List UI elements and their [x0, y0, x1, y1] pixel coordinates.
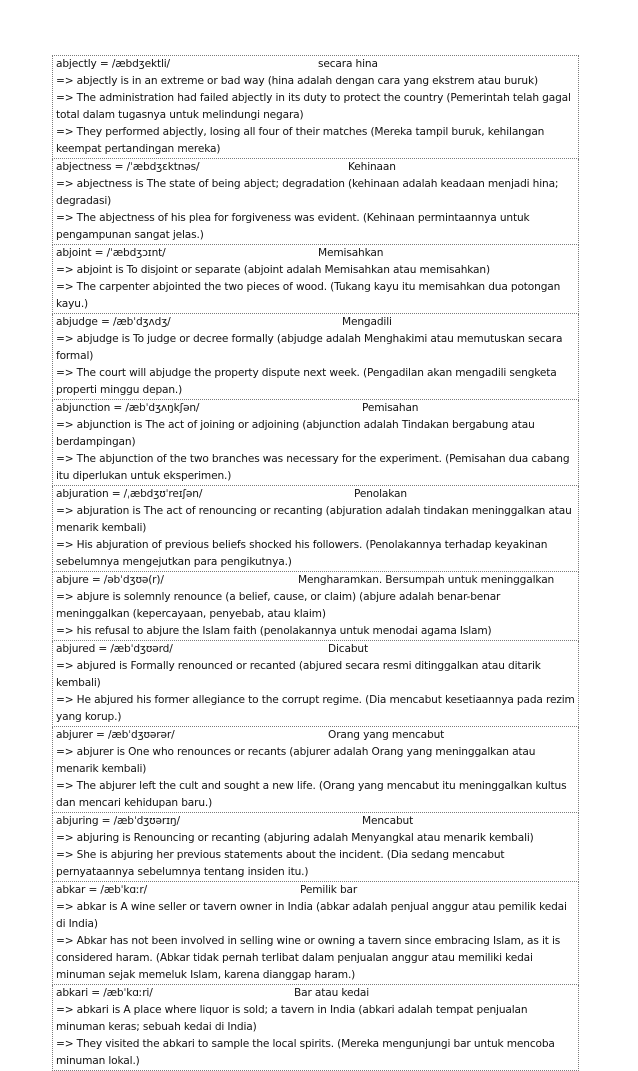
dictionary-entry — [52, 159, 579, 245]
entry-header — [56, 572, 576, 589]
entry-term: abjure = /əbˈdʒʊə(r)/ — [56, 574, 164, 586]
entry-header — [56, 486, 576, 503]
entry-translation: secara hina — [318, 58, 378, 70]
entry-example-line: => abjunction is The act of joining or adjoining (abjunction adalah Tindakan bergabung atau berdampingan) — [56, 419, 535, 448]
dictionary-entry — [52, 641, 579, 727]
entry-example-line: => They visited the abkari to sample the local spirits. (Mereka mengunjungi bar untuk mencoba minuman lokal.) — [56, 1038, 555, 1067]
entry-example-line: => abkari is A place where liquor is sold; a tavern in India (abkari adalah tempat penjualan minuman keras; sebuah kedai di India) — [56, 1004, 528, 1033]
entry-translation: Bar atau kedai — [294, 987, 370, 999]
entry-header — [56, 245, 576, 262]
entry-example-line: => He abjured his former allegiance to the corrupt regime. (Dia mencabut kesetiaannya pada rezim yang korup.) — [56, 694, 575, 723]
entry-translation: Orang yang mencabut — [328, 729, 445, 741]
entry-translation: Dicabut — [328, 643, 368, 655]
entry-example-line: => The abjurer left the cult and sought a new life. (Orang yang mencabut itu meninggalkan kultus dan mencari kehidupan baru.) — [56, 780, 567, 809]
entry-term: abjurer = /æbˈdʒʊərər/ — [56, 729, 175, 741]
entry-header — [56, 882, 576, 899]
entry-header — [56, 985, 576, 1002]
entry-example-line: => abjured is Formally renounced or recanted (abjured secara resmi ditinggalkan atau ditarik kembali) — [56, 660, 541, 689]
entry-example-line: => his refusal to abjure the Islam faith (penolakannya untuk menodai agama Islam) — [56, 625, 492, 637]
entry-example-line: => abjuration is The act of renouncing or recanting (abjuration adalah tindakan meninggalkan atau menarik kembali) — [56, 505, 572, 534]
entry-header — [56, 56, 576, 73]
entry-header — [56, 813, 576, 830]
entry-example-line: => The administration had failed abjectly in its duty to protect the country (Pemerintah telah gagal total dalam tugasnya untuk melindungi negara) — [56, 92, 571, 121]
entry-term: abjectly = /æbdʒektli/ — [56, 58, 170, 70]
dictionary-entry — [52, 882, 579, 985]
entry-term: abjured = /æbˈdʒʊərd/ — [56, 643, 173, 655]
entry-header — [56, 314, 576, 331]
entry-example-line: => The court will abjudge the property dispute next week. (Pengadilan akan mengadili sengketa properti minggu depan.) — [56, 367, 557, 396]
entry-term: abkari = /æbˈkɑːri/ — [56, 987, 153, 999]
entry-term: abkar = /æbˈkɑːr/ — [56, 884, 148, 896]
entry-term: abjuring = /æbˈdʒʊərɪŋ/ — [56, 815, 180, 827]
dictionary-entry — [52, 727, 579, 813]
entry-term: abjunction = /æbˈdʒʌŋkʃən/ — [56, 402, 200, 414]
entry-translation: Pemisahan — [362, 402, 419, 414]
dictionary-entry — [52, 572, 579, 641]
dictionary-entry — [52, 486, 579, 572]
entry-header — [56, 159, 576, 176]
entry-example-line: => abjuring is Renouncing or recanting (abjuring adalah Menyangkal atau menarik kembali) — [56, 832, 534, 844]
dictionary-entry — [52, 314, 579, 400]
entry-translation: Mengharamkan. Bersumpah untuk meninggalkan — [298, 574, 555, 586]
dictionary-entry — [52, 245, 579, 314]
dictionary-entry-list — [52, 55, 579, 1071]
dictionary-entry — [52, 400, 579, 486]
entry-example-line: => abkar is A wine seller or tavern owner in India (abkar adalah penjual anggur atau pemilik kedai di India) — [56, 901, 567, 930]
entry-term: abjudge = /æbˈdʒʌdʒ/ — [56, 316, 171, 328]
entry-example-line: => abjurer is One who renounces or recants (abjurer adalah Orang yang meninggalkan atau menarik kembali) — [56, 746, 536, 775]
dictionary-entry — [52, 813, 579, 882]
entry-term: abjuration = /ˌæbdʒʊˈreɪʃən/ — [56, 488, 203, 500]
entry-header — [56, 400, 576, 417]
entry-term: abjoint = /ˈæbdʒɔɪnt/ — [56, 247, 166, 259]
entry-example-line: => The carpenter abjointed the two pieces of wood. (Tukang kayu itu memisahkan dua potongan kayu.) — [56, 281, 561, 310]
dictionary-entry — [52, 985, 579, 1071]
entry-term: abjectness = /ˈæbdʒɛktnəs/ — [56, 161, 200, 173]
entry-example-line: => The abjectness of his plea for forgiveness was evident. (Kehinaan permintaannya untuk pengampunan sangat jelas.) — [56, 212, 530, 241]
entry-example-line: => She is abjuring her previous statements about the incident. (Dia sedang mencabut pernyataannya sebelumnya tentang insiden itu.) — [56, 849, 505, 878]
entry-translation: Kehinaan — [348, 161, 396, 173]
entry-translation: Pemilik bar — [300, 884, 358, 896]
entry-header — [56, 727, 576, 744]
dictionary-entry — [52, 55, 579, 159]
entry-translation: Penolakan — [354, 488, 407, 500]
entry-example-line: => His abjuration of previous beliefs shocked his followers. (Penolakannya terhadap keyakinan sebelumnya mengejutkan para pengikutnya.) — [56, 539, 548, 568]
entry-example-line: => abjure is solemnly renounce (a belief, cause, or claim) (abjure adalah benar-benar meninggalkan (kepercayaan, penyebab, atau klaim) — [56, 591, 501, 620]
entry-example-line: => abjoint is To disjoint or separate (abjoint adalah Memisahkan atau memisahkan) — [56, 264, 490, 276]
entry-example-line: => They performed abjectly, losing all four of their matches (Mereka tampil buruk, kehilangan keempat pertandingan mereka) — [56, 126, 545, 155]
entry-translation: Memisahkan — [318, 247, 384, 259]
entry-translation: Mengadili — [342, 316, 392, 328]
entry-example-line: => abjectness is The state of being abject; degradation (kehinaan adalah keadaan menjadi hina; degradasi) — [56, 178, 559, 207]
entry-example-line: => Abkar has not been involved in selling wine or owning a tavern since embracing Islam, as it is considered haram. (Abkar tidak pernah terlibat dalam penjualan anggur atau memiliki kedai minuman sejak memeluk Islam, karena dianggap haram.) — [56, 935, 561, 981]
entry-header — [56, 641, 576, 658]
entry-translation: Mencabut — [362, 815, 414, 827]
entry-example-line: => The abjunction of the two branches was necessary for the experiment. (Pemisahan dua cabang itu diperlukan untuk eksperimen.) — [56, 453, 570, 482]
entry-example-line: => abjectly is in an extreme or bad way (hina adalah dengan cara yang ekstrem atau buruk) — [56, 75, 538, 87]
entry-example-line: => abjudge is To judge or decree formally (abjudge adalah Menghakimi atau memutuskan secara formal) — [56, 333, 563, 362]
